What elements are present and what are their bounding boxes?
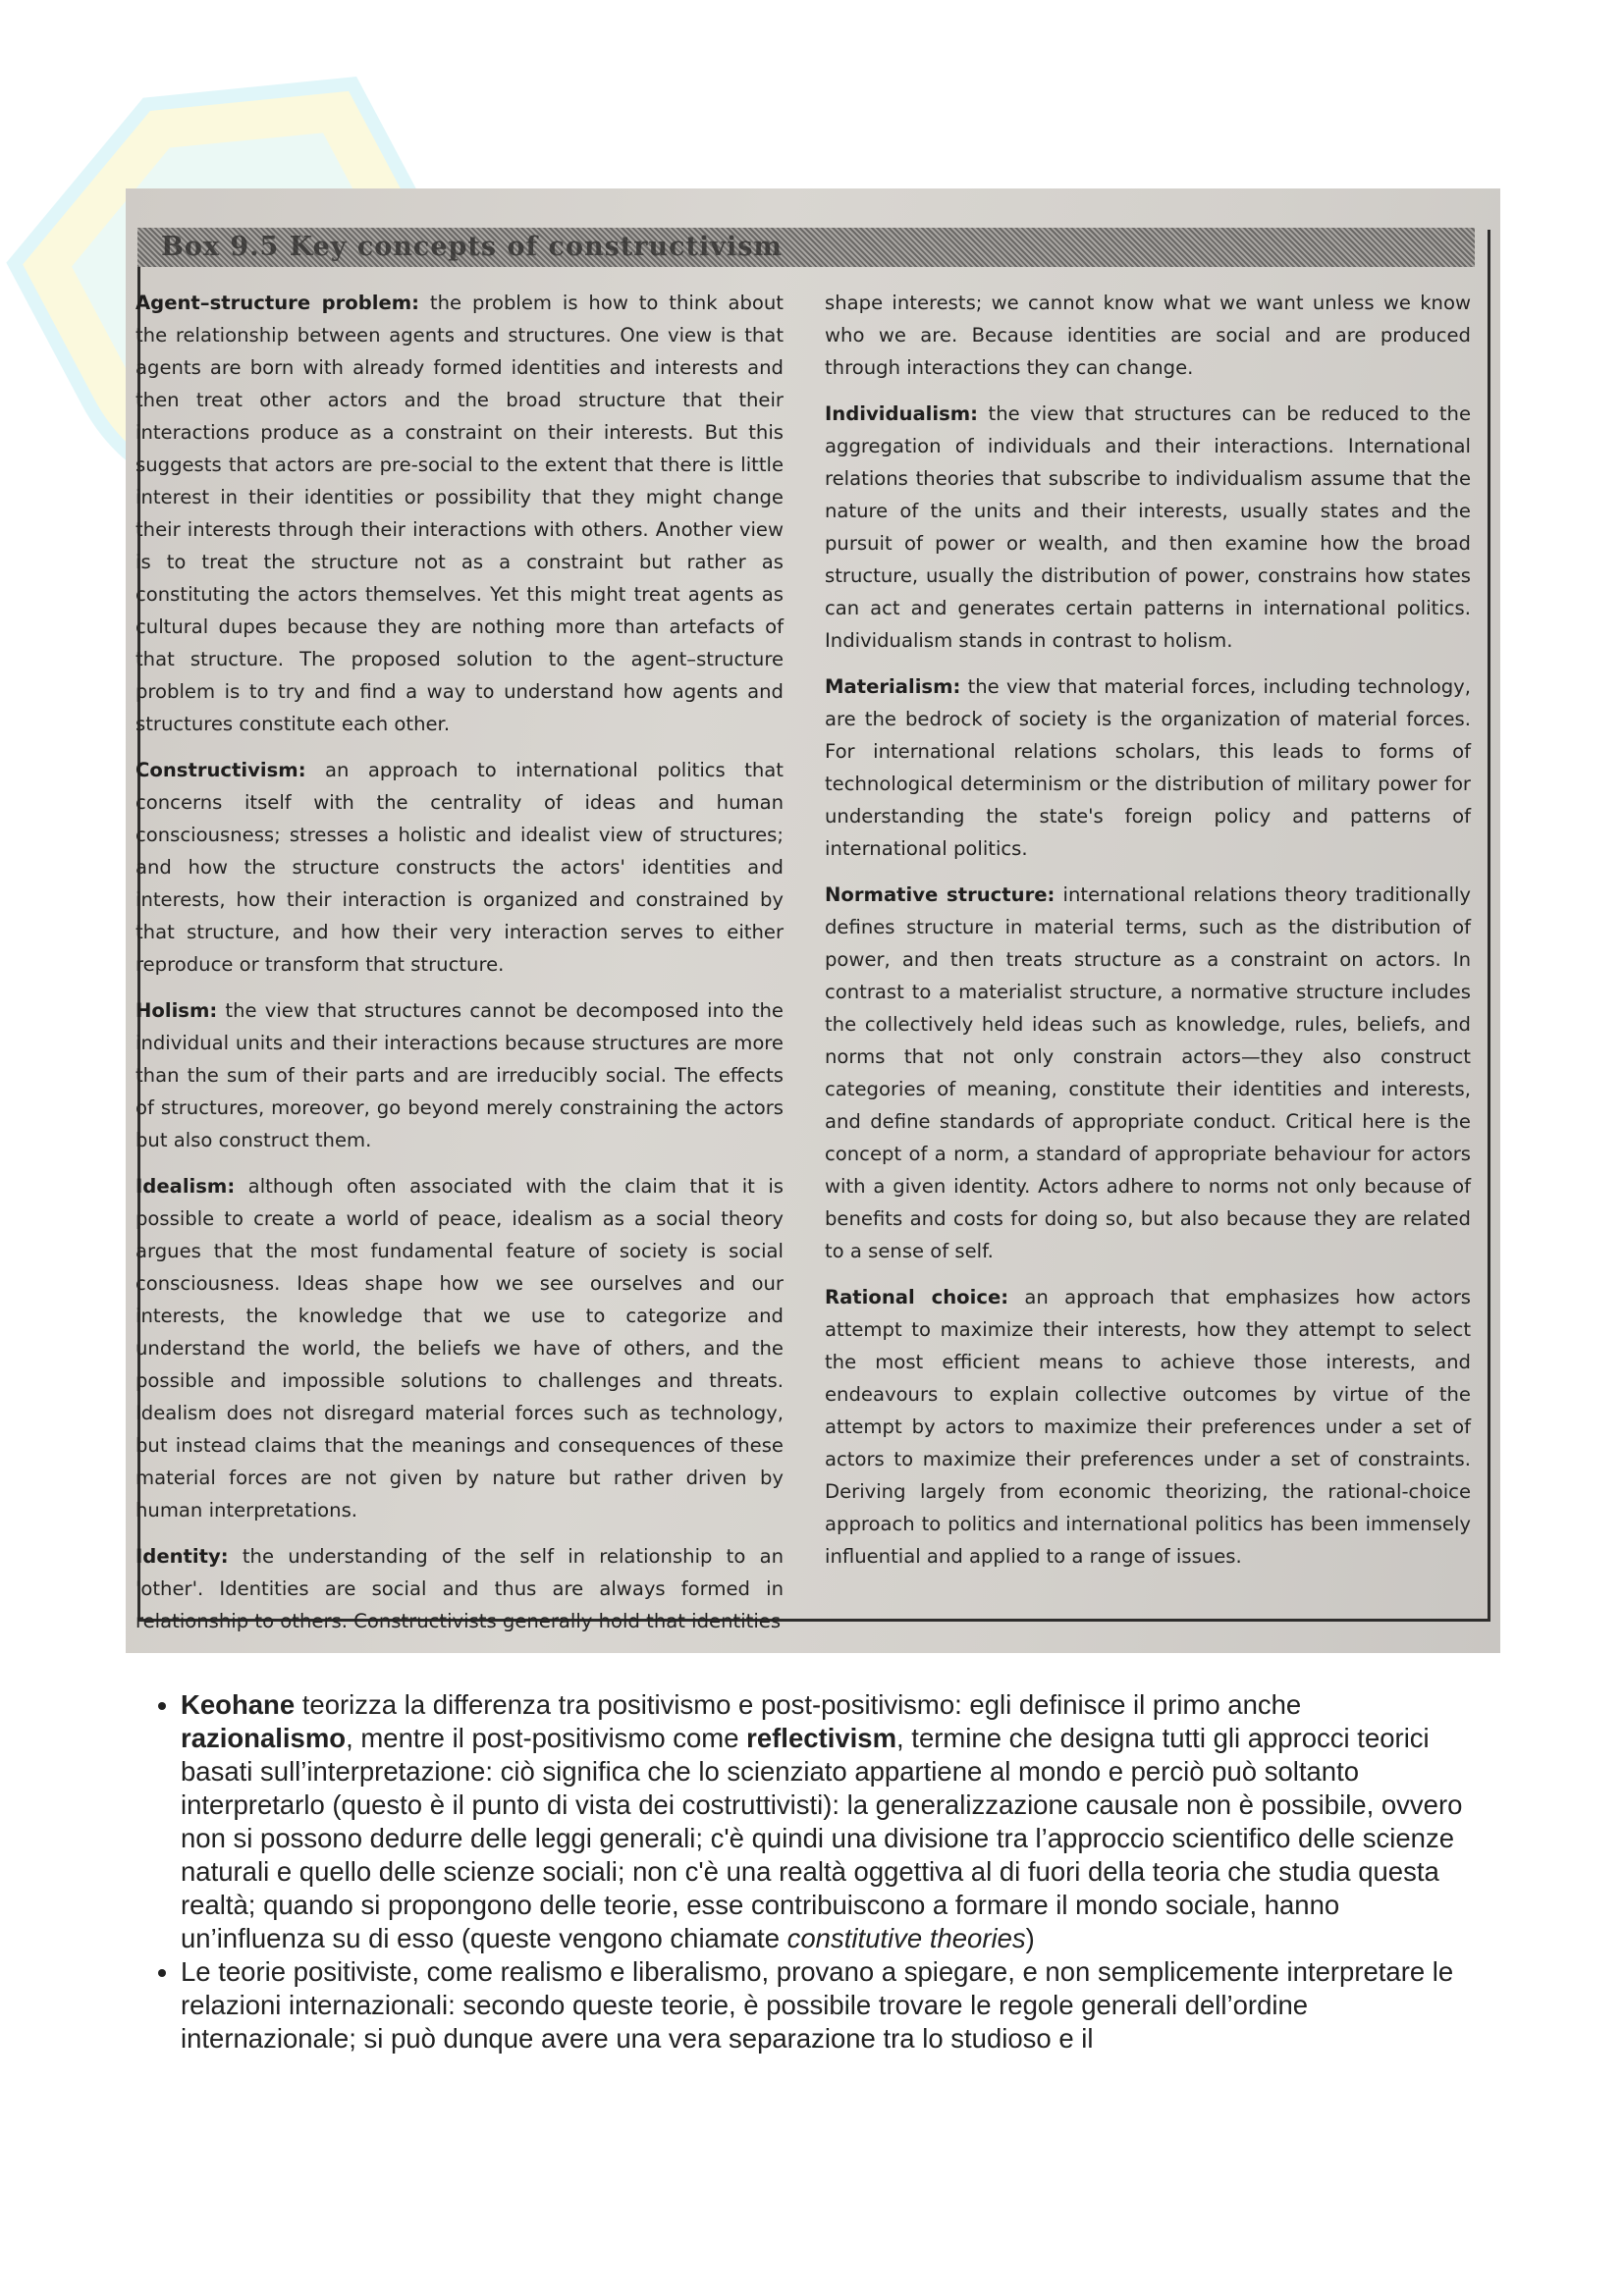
definition-text: the understanding of the self in relationship to an 'other'. Identities are social and thus are always formed in relationship to others. Constructivists generally hold that identities [135, 1545, 784, 1632]
definition-term: Holism: [135, 999, 218, 1022]
definition-text: international relations theory traditionally defines structure in material terms, such as the distribution of power, and then treats structure as a constraint on actors. In contrast to a materialist structure, a normative structure includes the collectively held ideas such as knowledge, rules, beliefs, and norms that not only constrain actors—they also construct categories of meaning, constitute their identities and interests, and define standards of appropriate conduct. Critical here is the concept of a norm, a standard of appropriate behaviour for actors with a given identity. Actors adhere to norms not only because of benefits and costs for doing so, but also because they are related to a sense of self. [825, 883, 1471, 1262]
definition-entry [825, 287, 1471, 384]
right-column [825, 287, 1471, 1586]
definition-text: although often associated with the claim that it is possible to create a world of peace, idealism as a social theory argues that the most fundamental feature of society is social consciousness. Ideas shape how we see ourselves and our interests, the knowledge that we use to categorize and understand the world, the beliefs we have of others, and the possible and impossible solutions to challenges and threats. Idealism does not disregard material forces such as technology, but instead claims that the meanings and consequences of these material forces are not given by nature but rather driven by human interpretations. [135, 1175, 784, 1522]
note-text: Le teorie positiviste, come realismo e liberalismo, provano a spiegare, e non semplicemente interpretare le relazioni internazionali: secondo queste teorie, è possibile trovare le regole generali dell’ordine internazionale; si può dunque avere una vera separazione tra lo studioso e il [181, 1956, 1454, 2054]
bold-keyword: Keohane [181, 1689, 296, 1720]
definition-term: Agent–structure problem: [135, 292, 420, 314]
italian-notes [157, 1688, 1473, 2056]
definition-entry [135, 1540, 784, 1637]
definition-text: an approach to international politics that concerns itself with the centrality of ideas and human consciousness; stresses a holistic and idealist view of structures; and how the structure constructs the actors' identities and interests, how their interaction is organized and constrained by that structure, and how their very interaction serves to either reproduce or transform that structure. [135, 759, 784, 976]
definition-term: Rational choice: [825, 1286, 1009, 1308]
definition-entry [135, 287, 784, 740]
definition-entry [825, 1281, 1471, 1573]
definition-term: Materialism: [825, 675, 961, 698]
definition-entry [825, 670, 1471, 865]
definition-text: the view that material forces, including technology, are the bedrock of society is the organization of material forces. For international relations scholars, this leads to forms of technological determinism or the distribution of military power for understanding the state's foreign policy and patterns of international politics. [825, 675, 1471, 860]
notes-list [157, 1688, 1473, 2056]
definition-term: Individualism: [825, 402, 979, 425]
definition-entry [135, 754, 784, 981]
definition-term: Normative structure: [825, 883, 1056, 906]
definition-text: the view that structures cannot be decomposed into the individual units and their interactions because structures are more than the sum of their parts and are irreducibly social. The effects of structures, moreover, go beyond merely constraining the actors but also construct them. [135, 999, 784, 1151]
left-column [135, 287, 784, 1651]
definition-text: an approach that emphasizes how actors attempt to maximize their interests, how they attempt to select the most efficient means to achieve those interests, and endeavours to explain collective outcomes by virtue of the attempt by actors to maximize their preferences under a set of actors to maximize their preferences under a set of constraints. Deriving largely from economic theorizing, the rational-choice approach to politics and international politics has been immensely influential and applied to a range of issues. [825, 1286, 1471, 1568]
definition-text: the problem is how to think about the relationship between agents and structures. One view is that agents are born with already formed identities and interests and then treat other actors and the broad structure that their interactions produce as a constraint on their interests. But this suggests that actors are pre-social to the extent that there is little interest in their identities or possibility that they might change their interests through their interactions with others. Another view is to treat the structure not as a constraint but rather as constituting the actors themselves. Yet this might treat agents as cultural dupes because they are nothing more than artefacts of that structure. The proposed solution to the agent–structure problem is to try and find a way to understand how agents and structures constitute each other. [135, 292, 784, 735]
scanned-textbook-box [126, 188, 1500, 1653]
note-text: , termine che designa tutti gli approcci teorici basati sull’interpretazione: ciò significa che lo scienziato appartiene al mondo e perciò può soltanto interpretarlo (questo è il punto di vista dei costruttivisti): la generalizzazione causale non è possibile, ovvero non si possono dedurre delle leggi generali; c'è quindi una divisione tra l’approccio scientifico delle scienze naturali e quello delle scienze sociali; non c'è una realtà oggettiva al di fuori della teoria che studia questa realtà; quando si propongono delle teorie, esse contribuiscono a formare il mondo sociale, hanno un’influenza su di esso (queste vengono chiamate [181, 1723, 1463, 1953]
italic-term: constitutive theories [786, 1923, 1026, 1953]
definition-term: Identity: [135, 1545, 229, 1568]
definition-entry [825, 879, 1471, 1267]
note-text: ) [1025, 1923, 1035, 1953]
note-text: , mentre il post-positivismo come [346, 1723, 747, 1753]
bold-keyword: razionalismo [181, 1723, 347, 1753]
bold-keyword: reflectivism [746, 1723, 897, 1753]
box-header-title: Box 9.5 Key concepts of constructivism [161, 232, 784, 262]
definition-term: Constructivism: [135, 759, 306, 781]
box-header-bar [137, 228, 1475, 267]
list-item [181, 1688, 1473, 1955]
note-text: teorizza la differenza tra positivismo e post-positivismo: egli definisce il primo anche [295, 1689, 1302, 1720]
definition-text: the view that structures can be reduced to the aggregation of individuals and their interactions. International relations theories that subscribe to individualism assume that the nature of the units and their interests, usually states and the pursuit of power or wealth, and then examine how the broad structure, usually the distribution of power, constrains how states can act and generates certain patterns in international politics. Individualism stands in contrast to holism. [825, 402, 1471, 652]
definition-entry [825, 398, 1471, 657]
definition-term: Idealism: [135, 1175, 236, 1198]
definition-entry [135, 994, 784, 1156]
definition-entry [135, 1170, 784, 1526]
list-item [181, 1955, 1473, 2056]
definition-text: shape interests; we cannot know what we want unless we know who we are. Because identities are social and are produced through interactions they can change. [825, 292, 1471, 379]
